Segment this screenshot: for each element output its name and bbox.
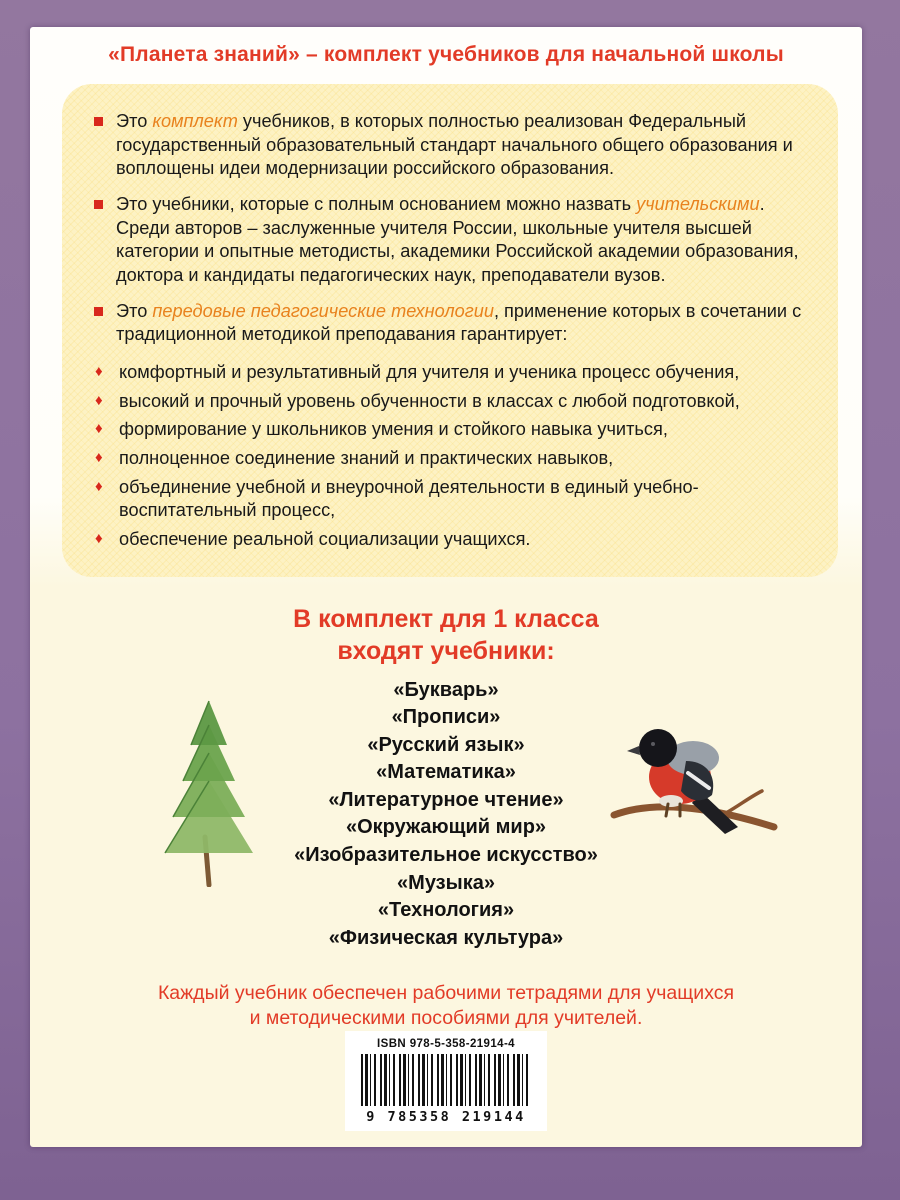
spruce-tree-illustration bbox=[142, 691, 276, 887]
book-list-item: «Прописи» bbox=[391, 706, 501, 729]
barcode-digits: 9 785358 219144 bbox=[366, 1109, 526, 1125]
page-title: «Планета знаний» – комплект учебников для начальной школы bbox=[108, 43, 784, 66]
square-bullet-icon bbox=[94, 200, 103, 209]
highlighted-term: передовые педагогические технологии bbox=[152, 300, 494, 321]
section-title-line1: В комплект для 1 класса bbox=[293, 604, 599, 633]
diamond-bullet-icon: ♦ bbox=[95, 391, 103, 409]
barcode-block bbox=[345, 1031, 547, 1131]
info-box bbox=[62, 84, 838, 577]
book-list-item: «Русский язык» bbox=[367, 733, 525, 756]
book-list-item: «Физическая культура» bbox=[328, 926, 564, 949]
list-item: ♦ объединение учебной и внеурочной деятельности в единый учебно-воспитательный процесс, bbox=[92, 476, 810, 523]
diamond-bullet-icon: ♦ bbox=[95, 529, 103, 547]
paragraph bbox=[92, 110, 810, 181]
footer-note-line1: Каждый учебник обеспечен рабочими тетрадями для учащихся bbox=[157, 981, 735, 1004]
paragraph-text: Это учебники, которые с полным основанием можно назвать учительскими. Среди авторов – заслуженные учителя России, школьные учителя высшей категории и опытные методисты, академики Российской академии образования, доктора и кандидаты педагогических наук, преподаватели вузов. bbox=[116, 193, 799, 285]
paragraph-text: Это комплект учебников, в которых полностью реализован Федеральный государственный образовательный стандарт начального общего образования и воплощены идеи модернизации российского образования. bbox=[116, 111, 793, 179]
square-bullet-icon bbox=[94, 117, 103, 126]
paragraph bbox=[92, 300, 810, 347]
barcode-stripes bbox=[361, 1054, 531, 1106]
book-back-cover-page bbox=[30, 27, 862, 1147]
highlighted-term: комплект bbox=[152, 111, 238, 131]
highlighted-term: учительскими bbox=[636, 193, 760, 214]
paragraph-text: Это передовые педагогические технологии, применение которых в сочетании с традиционной методикой преподавания гарантирует: bbox=[116, 300, 802, 345]
list-item: ♦ комфортный и результативный для учителя и ученика процесс обучения, bbox=[92, 361, 810, 385]
bullfinch-bird-illustration bbox=[608, 703, 780, 855]
diamond-bullet-icon: ♦ bbox=[95, 477, 103, 495]
paragraph bbox=[92, 193, 810, 288]
list-item: ♦ полноценное соединение знаний и практических навыков, bbox=[92, 447, 810, 471]
book-list-item: «Изобразительное искусство» bbox=[294, 844, 598, 867]
book-list-item: «Букварь» bbox=[393, 678, 499, 701]
book-list-item: «Музыка» bbox=[397, 871, 495, 894]
list-item: ♦ высокий и прочный уровень обученности в классах с любой подготовкой, bbox=[92, 390, 810, 414]
diamond-bullet-icon: ♦ bbox=[95, 362, 103, 380]
footer-note-line2: и методическими пособиями для учителей. bbox=[249, 1007, 643, 1030]
book-list-item: «Математика» bbox=[376, 761, 516, 784]
book-list-item: «Технология» bbox=[377, 899, 515, 922]
list-item: ♦ обеспечение реальной социализации учащихся. bbox=[92, 528, 810, 552]
square-bullet-icon bbox=[94, 307, 103, 316]
isbn-label: ISBN 978-5-358-21914-4 bbox=[377, 1038, 515, 1050]
footer-note bbox=[30, 981, 862, 1032]
list-item: ♦ формирование у школьников умения и стойкого навыка учиться, bbox=[92, 418, 810, 442]
section-title-line2: входят учебники: bbox=[337, 636, 555, 665]
section-title bbox=[30, 603, 862, 667]
bullet-list bbox=[92, 361, 810, 552]
book-list-item: «Литературное чтение» bbox=[328, 788, 564, 811]
diamond-bullet-icon: ♦ bbox=[95, 448, 103, 466]
diamond-bullet-icon: ♦ bbox=[95, 420, 103, 438]
books-area bbox=[30, 677, 862, 965]
book-list-item: «Окружающий мир» bbox=[345, 816, 547, 839]
